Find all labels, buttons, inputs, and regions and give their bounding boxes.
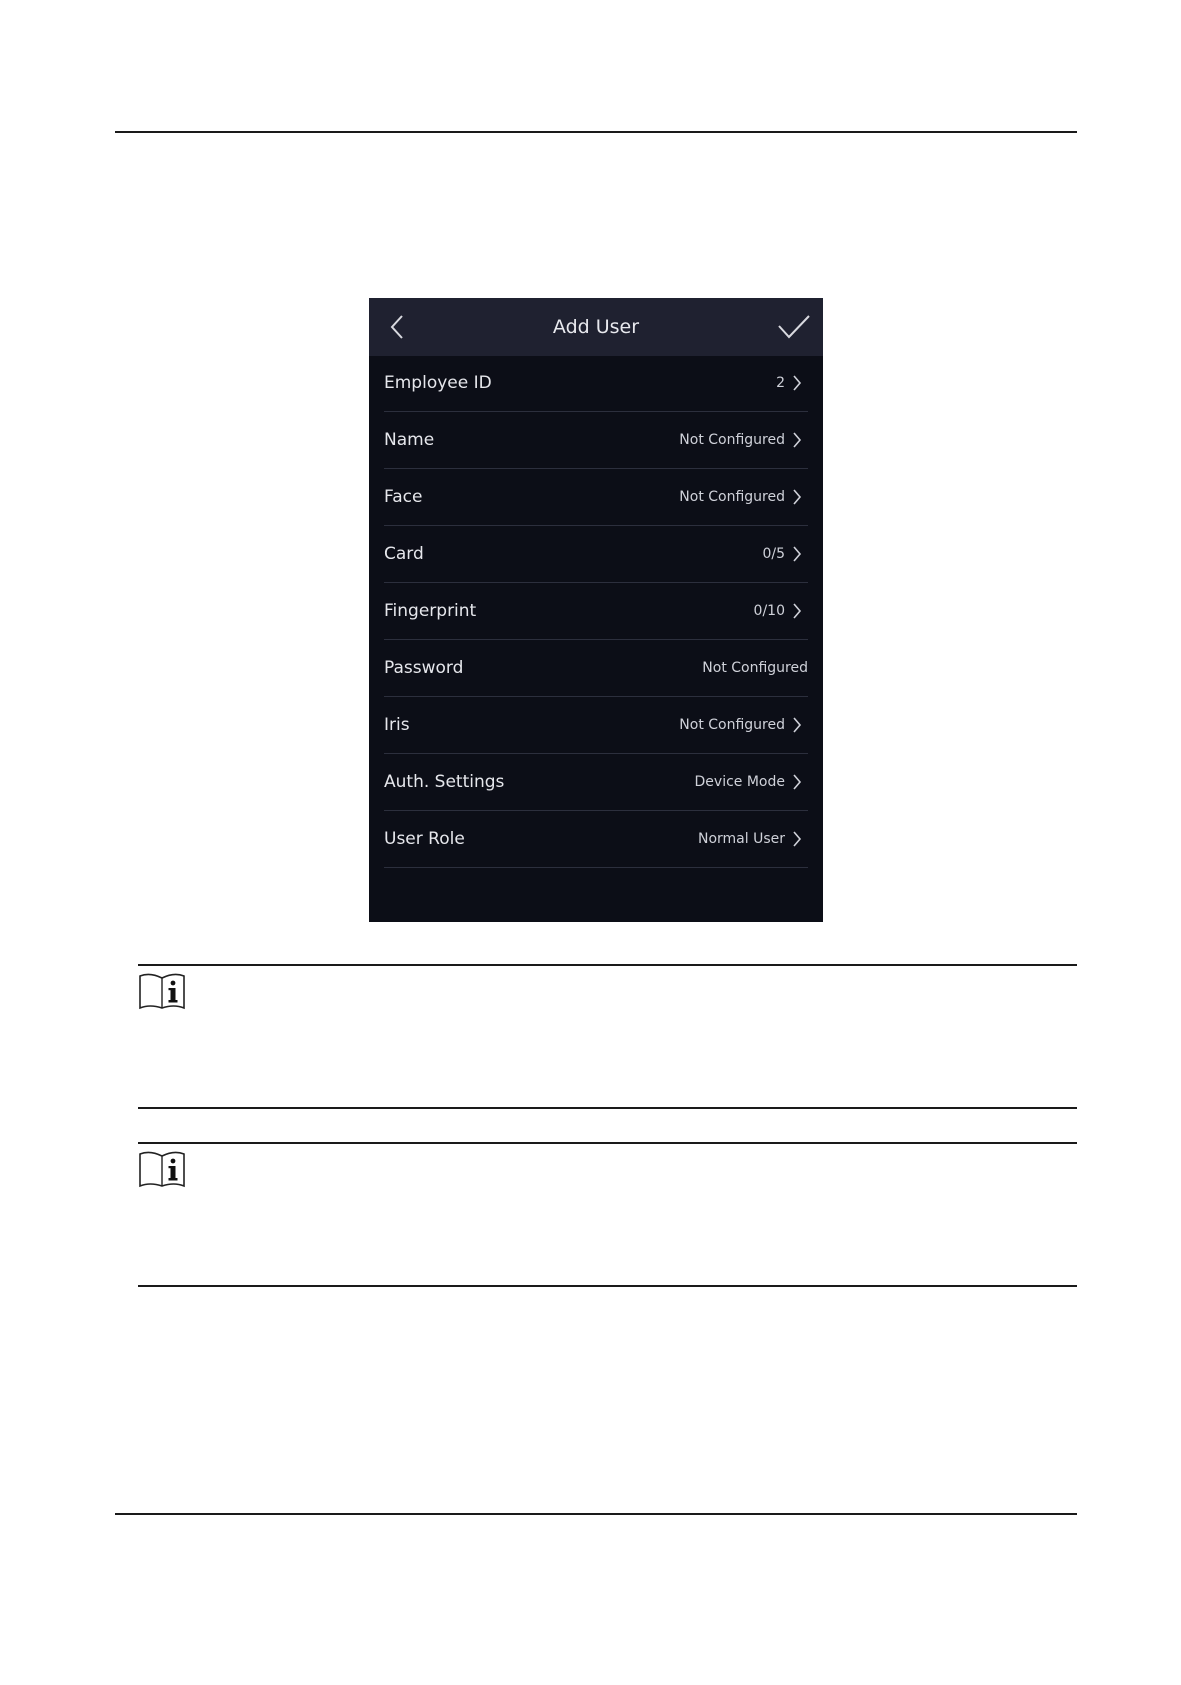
item-label: Auth. Settings — [384, 772, 505, 792]
device-header — [369, 298, 823, 356]
chevron-right-icon — [792, 546, 802, 562]
item-value: Not Configured — [679, 717, 785, 733]
header-rule — [115, 131, 1077, 133]
item-label: Card — [384, 544, 424, 564]
menu-item-employee-id[interactable] — [384, 355, 808, 412]
menu-item-card[interactable] — [384, 526, 808, 583]
chevron-right-icon — [792, 717, 802, 733]
chevron-right-icon — [792, 831, 802, 847]
item-value: Not Configured — [679, 489, 785, 505]
item-value: Not Configured — [702, 660, 808, 676]
chevron-right-icon — [792, 603, 802, 619]
item-label: Face — [384, 487, 423, 507]
footer-rule — [115, 1513, 1077, 1515]
note-box — [138, 1142, 1077, 1287]
item-label: Employee ID — [384, 373, 492, 393]
device-screenshot — [369, 298, 823, 922]
menu-item-user-role[interactable] — [384, 811, 808, 868]
item-value: Normal User — [697, 831, 785, 847]
item-value: 0/5 — [762, 546, 785, 562]
screen-title: Add User — [552, 316, 640, 338]
item-label: Name — [384, 430, 435, 450]
book-info-icon — [138, 972, 186, 1010]
menu-item-fingerprint[interactable] — [384, 583, 808, 640]
chevron-right-icon — [792, 375, 802, 391]
note-box — [138, 964, 1077, 1109]
menu-item-auth-settings[interactable] — [384, 754, 808, 811]
menu-item-iris[interactable] — [384, 697, 808, 754]
item-value: 0/10 — [753, 603, 785, 619]
checkmark-icon[interactable] — [777, 314, 811, 340]
chevron-right-icon — [792, 489, 802, 505]
item-value: Device Mode — [694, 774, 785, 790]
item-label: User Role — [384, 829, 465, 849]
item-label: Password — [384, 658, 464, 678]
item-value: 2 — [776, 375, 785, 391]
menu-item-password[interactable] — [384, 640, 808, 697]
item-value: Not Configured — [679, 432, 785, 448]
chevron-right-icon — [792, 774, 802, 790]
item-label: Fingerprint — [384, 601, 477, 621]
menu-item-face[interactable] — [384, 469, 808, 526]
menu-item-name[interactable] — [384, 412, 808, 469]
item-label: Iris — [384, 715, 410, 735]
chevron-right-icon — [792, 432, 802, 448]
book-info-icon — [138, 1150, 186, 1188]
user-settings-list — [369, 356, 823, 869]
